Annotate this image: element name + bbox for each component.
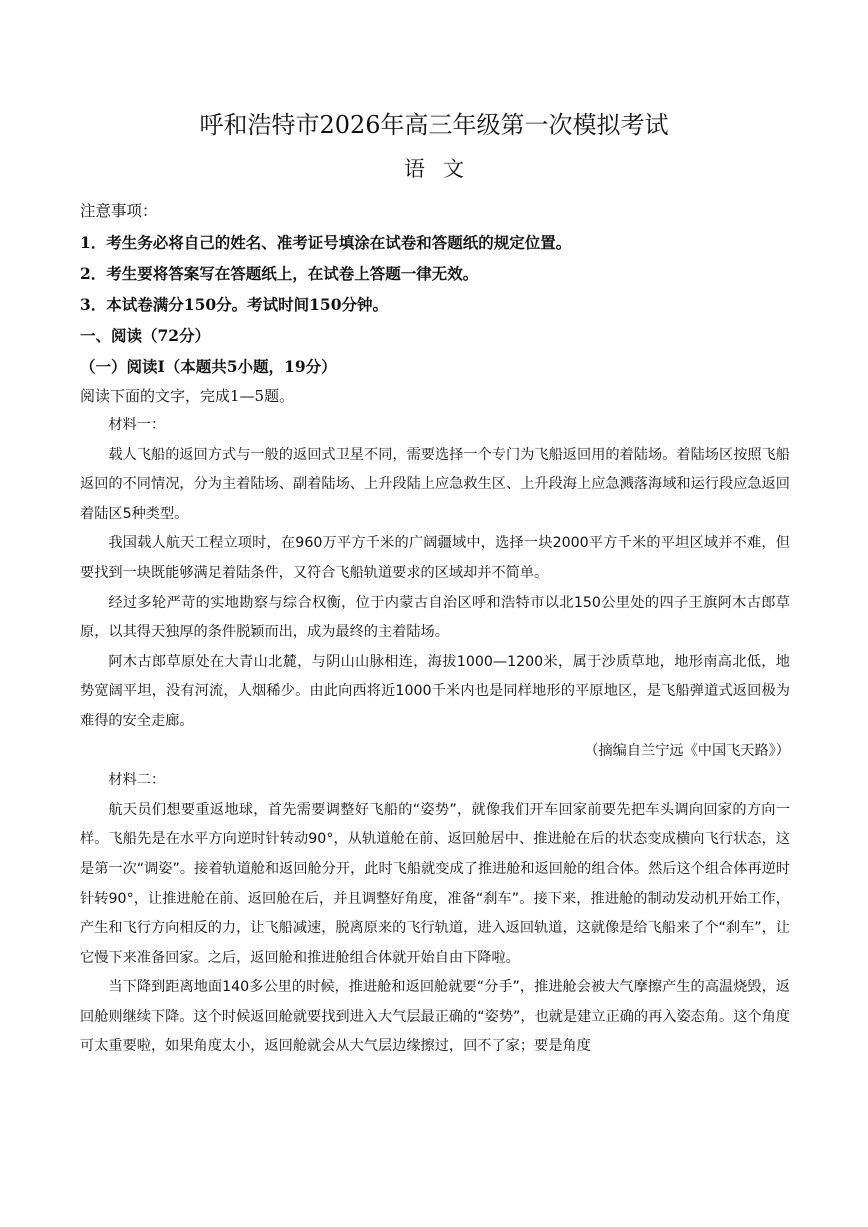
material-two-label: 材料二：: [108, 772, 166, 789]
material-one-source: （摘编自兰宁远《中国飞天路》）: [584, 742, 790, 759]
material-one-paragraph: 载人飞船的返回方式与一般的返回式卫星不同，需要选择一个专门为飞船返回用的着陆场。着陆场区按照飞船返回的不同情况，分为主着陆场、副着陆场、上升段陆上应急救生区、上升段海上应急溅落海域和运行段应急返回着陆区5种类型。: [80, 446, 790, 522]
notice-item-2: 2．考生要将答案写在答题纸上，在试卷上答题一律无效。: [80, 264, 479, 283]
subject-title: 语文: [404, 157, 482, 181]
notice-item-3: 3．本试卷满分150分。考试时间150分钟。: [80, 295, 388, 314]
section-title: 一、阅读（72分）: [80, 326, 211, 345]
material-one-paragraph: 经过多轮严苛的实地勘察与综合权衡，位于内蒙古自治区呼和浩特市以北150公里处的四子王旗阿木古郎草原，以其得天独厚的条件脱颖而出，成为最终的主着陆场。: [80, 594, 790, 641]
material-two-paragraph: 当下降到距离地面140多公里的时候，推进舱和返回舱就要“分手”，推进舱会被大气摩擦产生的高温烧毁，返回舱则继续下降。这个时候返回舱就要找到进入大气层最正确的“姿势”，也就是建立正确的再入姿态角。这个角度可太重要啦，如果角度太小，返回舱就会从大气层边缘擦过，回不了家；要是角度: [80, 979, 790, 1055]
material-one-label: 材料一：: [108, 417, 166, 433]
exam-title: 呼和浩特市2026年高三年级第一次模拟考试: [199, 111, 669, 139]
notice-heading: 注意事项：: [80, 202, 158, 220]
section-instruction: 阅读下面的文字，完成1—5题。: [80, 387, 295, 405]
material-one-paragraph: 我国载人航天工程立项时，在960万平方千米的广阔疆域中，选择一块2000平方千米的平坦区域并不难，但要找到一块既能够满足着陆条件，又符合飞船轨道要求的区域却并不简单。: [80, 535, 790, 581]
sub-section-title: （一）阅读Ⅰ（本题共5小题，19分）: [80, 357, 337, 376]
material-one-paragraph: 阿木古郎草原处在大青山北麓，与阴山山脉相连，海拔1000—1200米，属于沙质草地，地形南高北低，地势宽阔平坦，没有河流，人烟稀少。由此向西将近1000千米内也是同样地形的平原地区，是飞船弹道式返回极为难得的安全走廊。: [80, 653, 790, 729]
material-two-paragraph: 航天员们想要重返地球，首先需要调整好飞船的“姿势”，就像我们开车回家前要先把车头调向回家的方向一样。飞船先是在水平方向逆时针转动90°，从轨道舱在前、返回舱居中、推进舱在后的状态变成横向飞行状态，这是第一次“调姿”。接着轨道舱和返回舱分开，此时飞船就变成了推进舱和返回舱的组合体。然后这个组合体再逆时针转90°，让推进舱在前、返回舱在后，并且调整好角度，准备“刹车”。接下来，推进舱的制动发动机开始工作，产生和飞行方向相反的力，让飞船减速，脱离原来的飞行轨道，进入返回轨道，这就像是给飞船来了个“刹车”，让它慢下来准备回家。之后，返回舱和推进舱组合体就开始自由下降啦。: [80, 801, 790, 966]
exam-content: [80, 196, 790, 1062]
notice-item-1: 1．考生务必将自己的姓名、准考证号填涂在试卷和答题纸的规定位置。: [80, 233, 572, 252]
